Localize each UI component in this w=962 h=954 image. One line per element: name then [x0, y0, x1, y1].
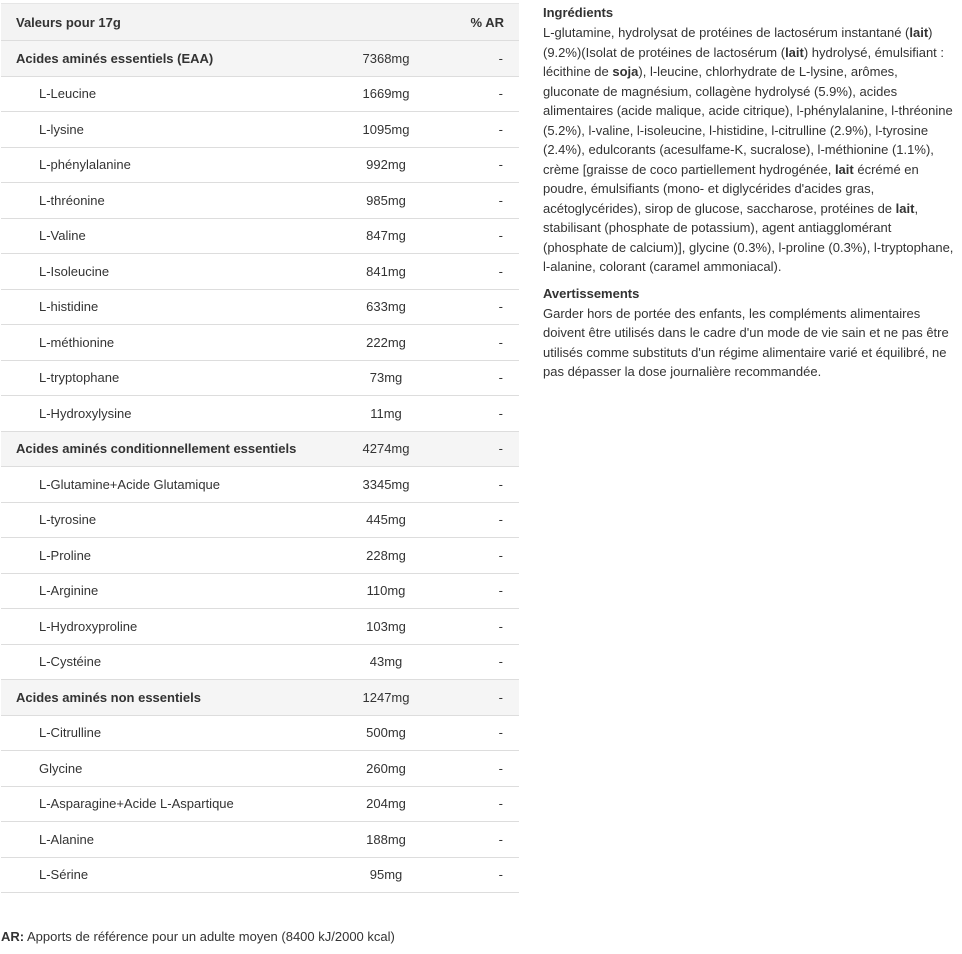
nutrient-name: L-Hydroxylysine — [1, 396, 317, 432]
warnings-title: Avertissements — [543, 285, 640, 301]
nutrient-amount: 188mg — [317, 822, 455, 858]
nutrient-amount: 4274mg — [317, 431, 455, 467]
nutrient-name: Acides aminés non essentiels — [1, 680, 317, 716]
warnings-text: Garder hors de portée des enfants, les compléments alimentaires doivent être utilisés dans le cadre d'un mode de vie sain et ne pas être utilisés comme substituts d'un régime alimentaire varié et équilibré, ne pas dépasser la dose journalière recommandée. — [543, 305, 949, 379]
allergen-text: lait — [895, 200, 915, 216]
ingredients-segment: ) hydrolysé, émulsifiant : lécithine de — [543, 44, 945, 79]
nutrient-name: L-Proline — [1, 538, 317, 574]
nutrient-name: L-Leucine — [1, 76, 317, 112]
table-group-row — [1, 41, 519, 77]
table-row — [1, 751, 519, 787]
nutrient-ar: - — [455, 76, 519, 112]
nutrient-ar: - — [455, 786, 519, 822]
table-row — [1, 715, 519, 751]
nutrient-amount: 985mg — [317, 183, 455, 219]
nutrient-name: L-Asparagine+Acide L-Aspartique — [1, 786, 317, 822]
header-serving-label: Valeurs pour 17g — [1, 4, 317, 41]
nutrient-amount: 3345mg — [317, 467, 455, 503]
footnote-text: Apports de référence pour un adulte moyen (8400 kJ/2000 kcal) — [24, 929, 395, 944]
ingredients-title: Ingrédients — [543, 5, 614, 20]
table-row — [1, 822, 519, 858]
nutrient-name: L-phénylalanine — [1, 147, 317, 183]
nutrient-name: L-histidine — [1, 289, 317, 325]
nutrient-amount: 43mg — [317, 644, 455, 680]
table-group-row — [1, 431, 519, 467]
ingredients-segment: ), l-leucine, chlorhydrate de L-lysine, arômes, gluconate de magnésium, collagène hydrolysé (5.9%), acides alimentaires (acide malique, acide citrique), l-phénylalanine, l-thréonine (5.2%), l-valine, l-isoleucine, l-histidine, l-citrulline (2.9%), l-tyrosine (2.4%), edulcorants (acesulfame-K, sucralose), l-méthionine (1.1%), crème [graisse de coco partiellement hydrogénée, — [543, 64, 953, 177]
nutrient-amount: 992mg — [317, 147, 455, 183]
nutrient-amount: 228mg — [317, 538, 455, 574]
nutrient-ar: - — [455, 289, 519, 325]
nutrient-name: L-thréonine — [1, 183, 317, 219]
allergen-text: lait — [785, 44, 804, 60]
nutrient-ar: - — [455, 41, 519, 77]
nutrient-amount: 445mg — [317, 502, 455, 538]
nutrient-name: L-tryptophane — [1, 360, 317, 396]
nutrient-amount: 73mg — [317, 360, 455, 396]
table-row — [1, 254, 519, 290]
nutrient-ar: - — [455, 112, 519, 148]
allergen-text: soja — [612, 64, 639, 79]
nutrient-name: L-Alanine — [1, 822, 317, 858]
table-row — [1, 573, 519, 609]
nutrient-ar: - — [455, 609, 519, 645]
nutrient-ar: - — [455, 751, 519, 787]
nutrient-amount: 110mg — [317, 573, 455, 609]
table-header-row — [1, 4, 519, 41]
header-ar: % AR — [455, 4, 519, 41]
nutrient-amount: 1095mg — [317, 112, 455, 148]
table-row — [1, 857, 519, 893]
table-row — [1, 396, 519, 432]
footnote-label: AR: — [1, 929, 25, 944]
nutrient-amount: 500mg — [317, 715, 455, 751]
nutrient-ar: - — [455, 360, 519, 396]
nutrient-name: Acides aminés conditionnellement essentiels — [1, 431, 317, 467]
nutrient-amount: 847mg — [317, 218, 455, 254]
allergen-text: lait — [834, 161, 854, 177]
nutrient-amount: 7368mg — [317, 41, 455, 77]
ingredients-segment: , stabilisant (phosphate de potassium), agent antiagglomérant (phosphate de calcium)], glycine (0.3%), l-proline (0.3%), l-tryptophane, l-alanine, colorant (caramel ammoniacal). — [543, 200, 954, 274]
table-row — [1, 218, 519, 254]
nutrient-name: L-méthionine — [1, 325, 317, 361]
nutrient-ar: - — [455, 431, 519, 467]
table-group-row — [1, 680, 519, 716]
table-row — [1, 183, 519, 219]
nutrient-name: L-Sérine — [1, 857, 317, 893]
nutrient-name: L-Cystéine — [1, 644, 317, 680]
nutrient-ar: - — [455, 325, 519, 361]
nutrient-name: L-Hydroxyproline — [1, 609, 317, 645]
nutrient-amount: 841mg — [317, 254, 455, 290]
nutrient-amount: 95mg — [317, 857, 455, 893]
table-body — [1, 41, 519, 893]
nutrient-name: L-Isoleucine — [1, 254, 317, 290]
nutrient-name: L-Valine — [1, 218, 317, 254]
nutrient-amount: 222mg — [317, 325, 455, 361]
table-row — [1, 360, 519, 396]
ingredients-segment: L-glutamine, hydrolysat de protéines de lactosérum instantané ( — [543, 25, 910, 40]
nutrient-ar: - — [455, 857, 519, 893]
table-row — [1, 786, 519, 822]
nutrient-amount: 260mg — [317, 751, 455, 787]
nutrient-ar: - — [455, 715, 519, 751]
table-row — [1, 644, 519, 680]
table-row — [1, 609, 519, 645]
product-info — [543, 4, 957, 382]
table-row — [1, 76, 519, 112]
nutrient-name: L-tyrosine — [1, 502, 317, 538]
nutrient-name: L-Citrulline — [1, 715, 317, 751]
nutrient-amount: 633mg — [317, 289, 455, 325]
nutrient-ar: - — [455, 254, 519, 290]
nutrient-amount: 11mg — [317, 396, 455, 432]
table-row — [1, 502, 519, 538]
table-row — [1, 112, 519, 148]
table-row — [1, 325, 519, 361]
nutrient-ar: - — [455, 218, 519, 254]
nutrient-amount: 103mg — [317, 609, 455, 645]
nutrient-amount: 204mg — [317, 786, 455, 822]
nutrient-ar: - — [455, 538, 519, 574]
nutrient-amount: 1247mg — [317, 680, 455, 716]
allergen-text: lait — [909, 25, 929, 40]
nutrient-ar: - — [455, 822, 519, 858]
table-row — [1, 147, 519, 183]
footnote — [1, 929, 395, 944]
ingredients-segment: écrémé en poudre, émulsifiants (mono- et diglycérides d'acides gras, acétoglycérides), sirop de glucose, saccharose, protéines de — [543, 161, 919, 216]
nutrient-ar: - — [455, 644, 519, 680]
nutrient-ar: - — [455, 573, 519, 609]
ingredients-segment: ) (9.2%)(Isolat de protéines de lactosérum ( — [543, 25, 933, 60]
nutrient-ar: - — [455, 396, 519, 432]
nutrition-table — [1, 3, 519, 893]
nutrient-ar: - — [455, 680, 519, 716]
ingredients-text — [543, 23, 957, 277]
table-row — [1, 289, 519, 325]
nutrient-name: L-Glutamine+Acide Glutamique — [1, 467, 317, 503]
nutrient-name: L-Arginine — [1, 573, 317, 609]
nutrient-ar: - — [455, 502, 519, 538]
nutrient-ar: - — [455, 147, 519, 183]
nutrient-ar: - — [455, 467, 519, 503]
nutrient-name: Glycine — [1, 751, 317, 787]
header-amount — [317, 4, 455, 41]
nutrient-amount: 1669mg — [317, 76, 455, 112]
nutrient-name: L-lysine — [1, 112, 317, 148]
table-row — [1, 538, 519, 574]
nutrient-name: Acides aminés essentiels (EAA) — [1, 41, 317, 77]
table-row — [1, 467, 519, 503]
nutrient-ar: - — [455, 183, 519, 219]
